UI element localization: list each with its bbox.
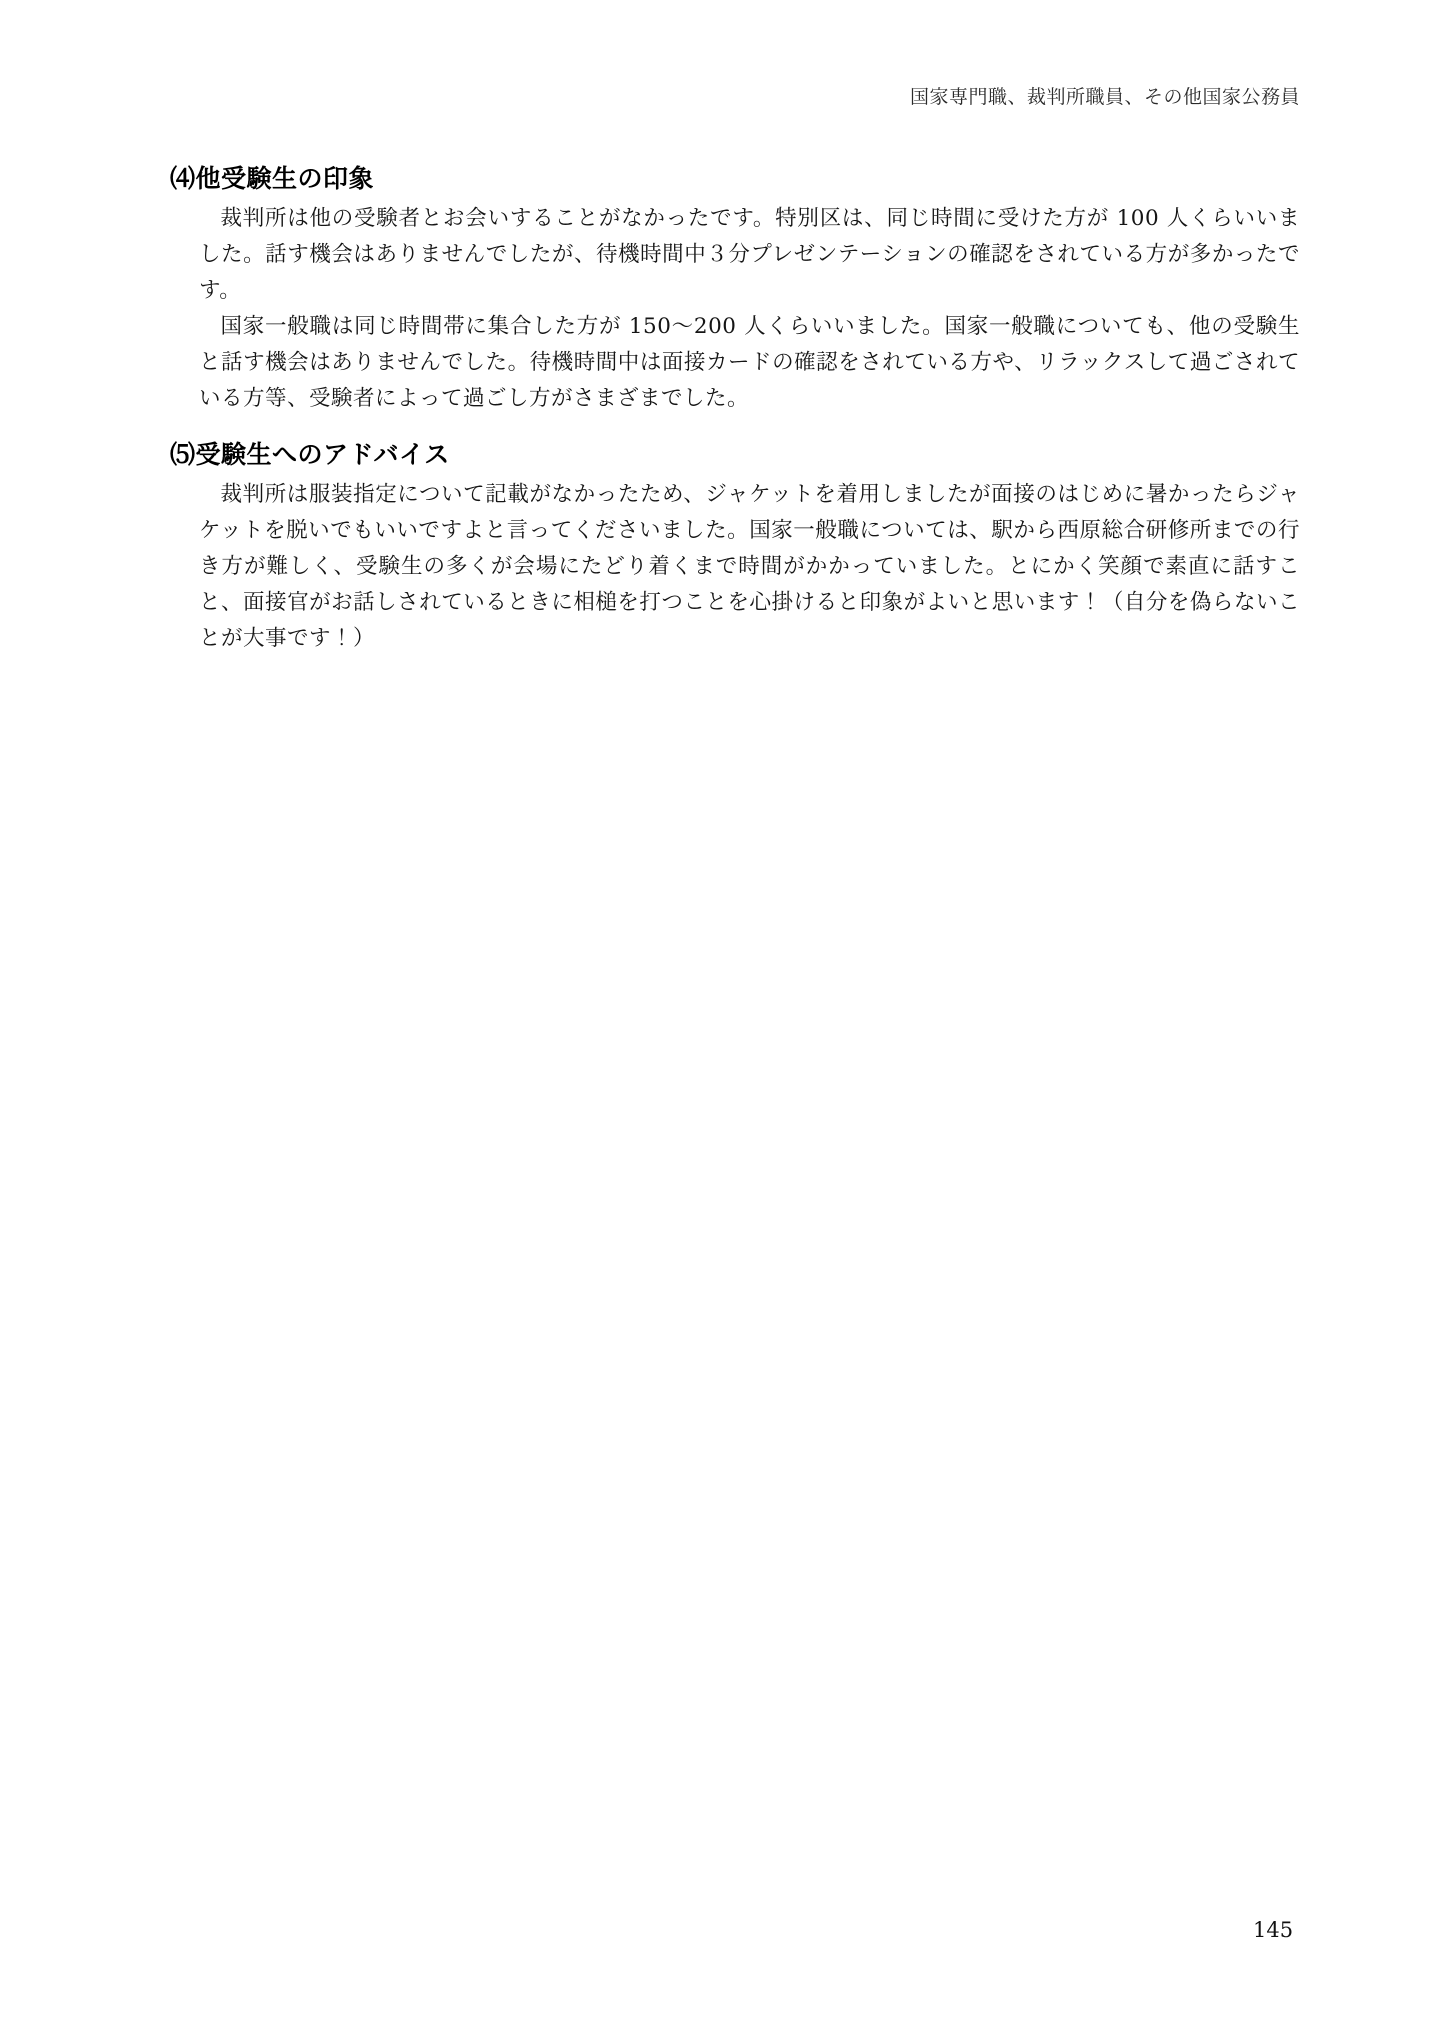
body-paragraph: 国家一般職は同じ時間帯に集合した方が 150～200 人くらいいました。国家一般職についても、他の受験生と話す機会はありませんでした。待機時間中は面接カードの確認をされている方や、リラックスして過ごされている方等、受験者によって過ごし方がさまざまでした。 (199, 314, 1300, 411)
section-heading: ⑷他受験生の印象 (170, 164, 375, 193)
section-heading: ⑸受験生へのアドバイス (170, 440, 450, 469)
section-advice (170, 439, 1300, 657)
section-other-examinees (170, 163, 1300, 417)
body-paragraph: 裁判所は他の受験者とお会いすることがなかったです。特別区は、同じ時間に受けた方が 100 人くらいいました。話す機会はありませんでしたが、待機時間中３分プレゼンテーションの確認をされている方が多かったです。 (199, 206, 1300, 303)
body-paragraph: 裁判所は服装指定について記載がなかったため、ジャケットを着用しましたが面接のはじめに暑かったらジャケットを脱いでもいいですよと言ってくださいました。国家一般職については、駅から西原総合研修所までの行き方が難しく、受験生の多くが会場にたどり着くまで時間がかかっていました。とにかく笑顔で素直に話すこと、面接官がお話しされているときに相槌を打つことを心掛けると印象がよいと思います！（自分を偽らないことが大事です！） (199, 482, 1300, 651)
page-content (170, 163, 1300, 657)
running-header: 国家専門職、裁判所職員、その他国家公務員 (909, 86, 1300, 108)
page-number: 145 (1253, 1918, 1294, 1942)
